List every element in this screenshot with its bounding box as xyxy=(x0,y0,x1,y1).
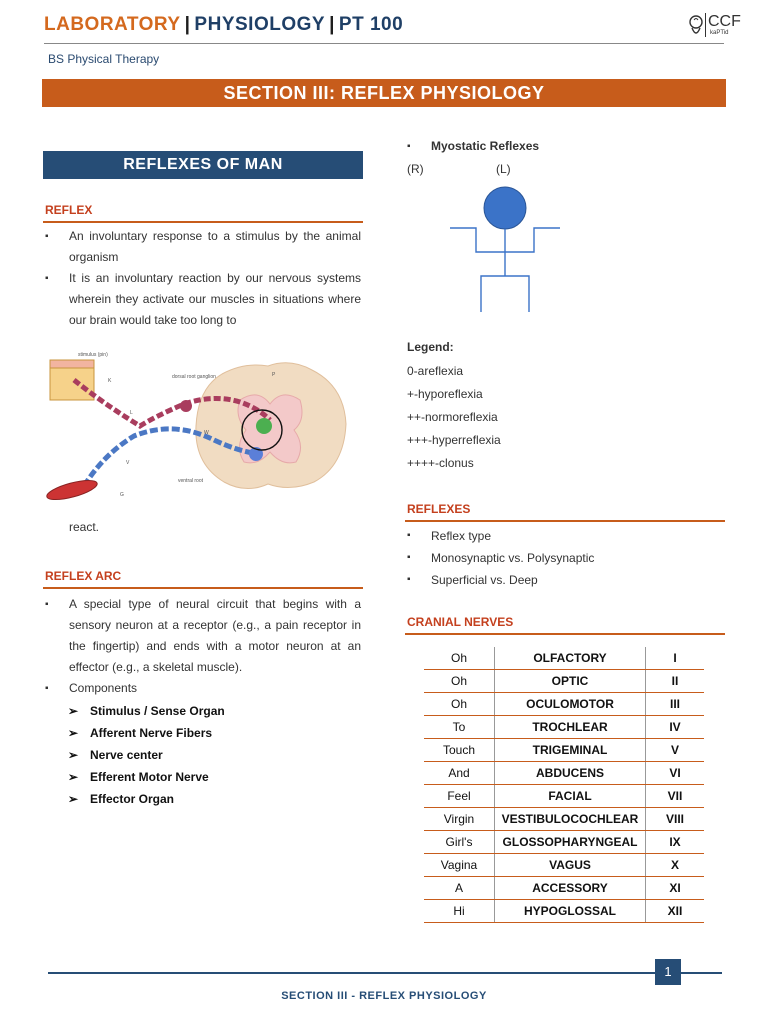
side-right: (R) xyxy=(407,162,424,176)
legend-title: Legend: xyxy=(407,340,454,354)
cranial-nerve-mnemonic: And xyxy=(424,762,495,785)
cranial-nerve-mnemonic: Oh xyxy=(424,693,495,716)
cranial-nerve-number: IX xyxy=(646,831,705,854)
cranial-nerve-number: I xyxy=(646,647,705,670)
muscle-shape xyxy=(45,477,99,504)
ccf-logo xyxy=(688,10,741,42)
cranial-nerve-number: V xyxy=(646,739,705,762)
cranial-nerve-number: XI xyxy=(646,877,705,900)
cranial-nerves-table xyxy=(424,647,704,923)
logo-text: CCF xyxy=(708,13,741,30)
cranial-nerve-name: FACIAL xyxy=(495,785,646,808)
cranial-nerve-number: XII xyxy=(646,900,705,923)
side-left: (L) xyxy=(496,162,511,176)
skin-surface-shape xyxy=(50,360,94,368)
reflex-arc-heading-rule xyxy=(43,587,363,589)
cranial-nerve-mnemonic: To xyxy=(424,716,495,739)
header-divider xyxy=(44,43,724,44)
cranial-nerve-number: IV xyxy=(646,716,705,739)
reflex-arc-bullet-2: ▪ Components xyxy=(45,678,361,699)
cranial-nerve-mnemonic: Girl's xyxy=(424,831,495,854)
cranial-nerve-mnemonic: Vagina xyxy=(424,854,495,877)
cranial-nerve-mnemonic: A xyxy=(424,877,495,900)
cranial-nerve-row xyxy=(424,716,704,739)
label-v: V xyxy=(126,460,130,466)
component-item: ➢ Efferent Motor Nerve xyxy=(68,766,358,788)
reflex-arc-figure xyxy=(44,344,360,506)
cranial-nerve-name: OCULOMOTOR xyxy=(495,693,646,716)
label-l: L xyxy=(130,410,133,416)
header-sep-2: | xyxy=(329,14,335,35)
cranial-nerve-row xyxy=(424,854,704,877)
cranial-nerve-row xyxy=(424,877,704,900)
header-title xyxy=(44,14,403,36)
reflex-arc-body xyxy=(45,594,361,699)
cranial-nerve-number: II xyxy=(646,670,705,693)
cranial-nerves-body xyxy=(424,647,704,923)
head-circle xyxy=(484,187,526,229)
legend-item: ++-normoreflexia xyxy=(407,410,498,424)
cranial-nerve-row xyxy=(424,762,704,785)
cranial-nerve-mnemonic: Oh xyxy=(424,647,495,670)
page-number: 1 xyxy=(655,959,681,985)
cranial-nerve-row xyxy=(424,693,704,716)
cranial-nerve-name: ACCESSORY xyxy=(495,877,646,900)
reflexes-heading: REFLEXES xyxy=(407,502,471,516)
reflexes-list xyxy=(407,525,594,591)
reflex-bullets xyxy=(45,226,361,331)
components-list xyxy=(68,700,358,810)
reflex-arc-heading: REFLEX ARC xyxy=(45,569,122,583)
cranial-nerve-number: VI xyxy=(646,762,705,785)
logo-bar xyxy=(705,13,706,37)
component-item: ➢ Effector Organ xyxy=(68,788,358,810)
reflex-heading: REFLEX xyxy=(45,203,93,217)
interneuron-shape xyxy=(256,418,272,434)
cranial-nerve-name: TRIGEMINAL xyxy=(495,739,646,762)
header-course: PT 100 xyxy=(338,14,404,35)
cranial-nerve-row xyxy=(424,808,704,831)
reflex-bullet-2: ▪ It is an involuntary reaction by our nervous systems wherein they activate our muscles in situations where our brain would take too long to xyxy=(45,268,361,331)
reflexes-of-man-title: REFLEXES OF MAN xyxy=(43,151,363,179)
legend-list xyxy=(407,360,501,475)
header-lab: LABORATORY xyxy=(44,14,181,35)
dorsal-ganglion-shape xyxy=(180,400,192,412)
legend-item: +-hyporeflexia xyxy=(407,387,483,401)
cranial-nerve-number: VII xyxy=(646,785,705,808)
cranial-nerve-mnemonic: Touch xyxy=(424,739,495,762)
label-dorsal: dorsal root ganglion xyxy=(172,374,216,380)
header-sep: | xyxy=(184,14,191,35)
cranial-nerve-name: OPTIC xyxy=(495,670,646,693)
stick-figure-diagram xyxy=(446,184,566,318)
footer-text: SECTION III - REFLEX PHYSIOLOGY xyxy=(281,990,487,1002)
header-subject: PHYSIOLOGY xyxy=(194,14,326,35)
footer-divider xyxy=(48,972,722,974)
reflex-heading-rule xyxy=(43,221,363,223)
reflex-bullet-1: ▪ An involuntary response to a stimulus by the animal organism xyxy=(45,226,361,268)
cranial-nerve-row xyxy=(424,831,704,854)
logo-subtext: kaPTid xyxy=(710,30,729,36)
cranial-nerve-number: X xyxy=(646,854,705,877)
cranial-nerve-mnemonic: Virgin xyxy=(424,808,495,831)
label-stimulus: stimulus (pin) xyxy=(78,352,108,358)
cranial-nerve-mnemonic: Oh xyxy=(424,670,495,693)
reflexes-item: ▪ Superficial vs. Deep xyxy=(407,569,594,591)
cranial-nerve-row xyxy=(424,739,704,762)
myostatic-title-row xyxy=(407,136,539,157)
label-ventral: ventral root xyxy=(178,478,204,484)
label-p: P xyxy=(272,372,276,378)
cranial-nerve-row xyxy=(424,785,704,808)
cranial-nerve-row xyxy=(424,900,704,923)
cranial-heading-rule xyxy=(405,633,725,635)
legend-item: +++-hyperreflexia xyxy=(407,433,501,447)
cranial-nerve-name: HYPOGLOSSAL xyxy=(495,900,646,923)
skin-block-shape xyxy=(50,366,94,400)
reflexes-heading-rule xyxy=(405,520,725,522)
cranial-nerve-row xyxy=(424,670,704,693)
cranial-nerve-mnemonic: Hi xyxy=(424,900,495,923)
program-name: BS Physical Therapy xyxy=(48,52,160,66)
component-item: ➢ Nerve center xyxy=(68,744,358,766)
reflexes-item: ▪ Reflex type xyxy=(407,525,594,547)
cranial-nerve-name: VESTIBULOCOCHLEAR xyxy=(495,808,646,831)
cranial-nerve-name: VAGUS xyxy=(495,854,646,877)
myostatic-title: ▪ Myostatic Reflexes xyxy=(407,136,539,157)
logo-emblem-icon xyxy=(688,12,706,40)
cranial-nerve-row xyxy=(424,647,704,670)
cranial-nerve-name: OLFACTORY xyxy=(495,647,646,670)
legs-line xyxy=(481,276,529,312)
reflex-continuation: react. xyxy=(69,520,100,534)
reflex-arc-bullet-1: ▪ A special type of neural circuit that begins with a sensory neuron at a receptor (e.g., a pain receptor in the fingertip) and ends with a motor neuron at an effector (e.g., a skeletal muscle). xyxy=(45,594,361,678)
legend-item: 0-areflexia xyxy=(407,364,464,378)
reflexes-item: ▪ Monosynaptic vs. Polysynaptic xyxy=(407,547,594,569)
cranial-heading: CRANIAL NERVES xyxy=(407,615,514,629)
label-w: W xyxy=(204,430,209,436)
cranial-nerve-name: GLOSSOPHARYNGEAL xyxy=(495,831,646,854)
component-item: ➢ Stimulus / Sense Organ xyxy=(68,700,358,722)
label-g: G xyxy=(120,492,124,498)
cranial-nerve-number: III xyxy=(646,693,705,716)
cranial-nerve-name: TROCHLEAR xyxy=(495,716,646,739)
cranial-nerve-name: ABDUCENS xyxy=(495,762,646,785)
legend-item: ++++-clonus xyxy=(407,456,474,470)
label-k: K xyxy=(108,378,112,384)
cranial-nerve-mnemonic: Feel xyxy=(424,785,495,808)
component-item: ➢ Afferent Nerve Fibers xyxy=(68,722,358,744)
section-title: SECTION III: REFLEX PHYSIOLOGY xyxy=(42,79,726,107)
cranial-nerve-number: VIII xyxy=(646,808,705,831)
